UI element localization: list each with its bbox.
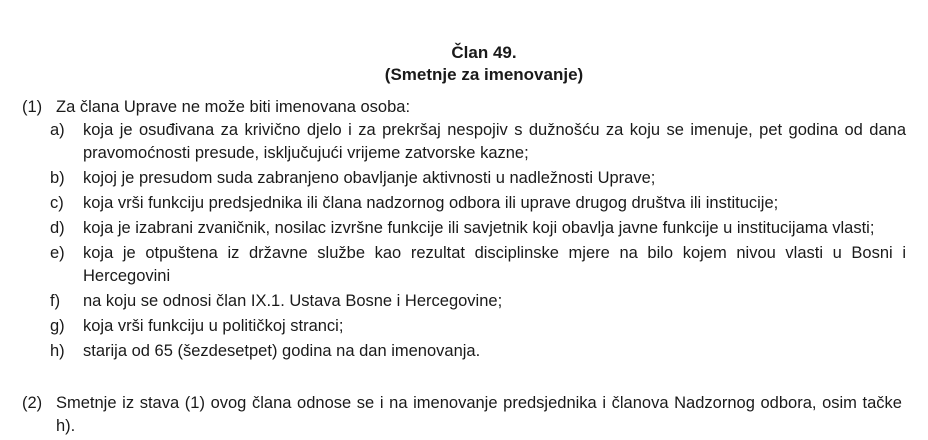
article-subtitle: (Smetnje za imenovanje) [384,65,584,84]
list-item-f [50,290,906,313]
item-text: koja je otpuštena iz državne službe kao rezultat disciplinske mjere na bilo kojem nivou vlasti u Bosni i Hercegovini [83,244,906,285]
item-text: koja vrši funkciju u političkoj stranci; [83,317,344,335]
paragraph-2-text: Smetnje iz stava (1) ovog člana odnose se i na imenovanje predsjednika i članova Nadzornog odbora, osim tačke h). [56,394,902,435]
item-letter: a) [50,121,65,139]
list-item-b [50,167,906,190]
list-item-c [50,192,906,215]
list-item-g [50,315,906,338]
list-item-e [50,242,906,288]
item-text: kojoj je presudom suda zabranjeno obavljanje aktivnosti u nadležnosti Uprave; [83,169,656,187]
list-item-d [50,217,906,240]
paragraph-2 [22,392,902,438]
item-text: koja je osuđivana za krivično djelo i za prekršaj nespojiv s dužnošću za koju se imenuje, pet godina od dana pravomoćnosti presude, isključujući vrijeme zatvorske kazne; [83,121,906,162]
item-text: starija od 65 (šezdesetpet) godina na dan imenovanja. [83,342,481,360]
paragraph-1 [22,96,902,120]
item-letter: c) [50,194,64,212]
items-list [50,119,906,365]
item-text: koja je izabrani zvaničnik, nosilac izvršne funkcije ili savjetnik koji obavlja javne funkcije u institucijama vlasti; [83,219,875,237]
item-letter: g) [50,317,65,335]
list-item-h [50,340,906,363]
item-text: na koju se odnosi član IX.1. Ustava Bosne i Hercegovine; [83,292,503,310]
paragraph-2-number: (2) [22,394,43,412]
item-letter: e) [50,244,65,262]
item-letter: d) [50,219,65,237]
paragraph-1-number: (1) [22,98,43,116]
paragraph-1-text: Za člana Uprave ne može biti imenovana osoba: [56,98,411,116]
item-letter: f) [50,292,61,310]
list-item-a [50,119,906,165]
item-letter: b) [50,169,65,187]
item-text: koja vrši funkciju predsjednika ili člana nadzornog odbora ili uprave drugog društva ili institucije; [83,194,779,212]
item-letter: h) [50,342,65,360]
article-title: Član 49. [451,43,517,62]
